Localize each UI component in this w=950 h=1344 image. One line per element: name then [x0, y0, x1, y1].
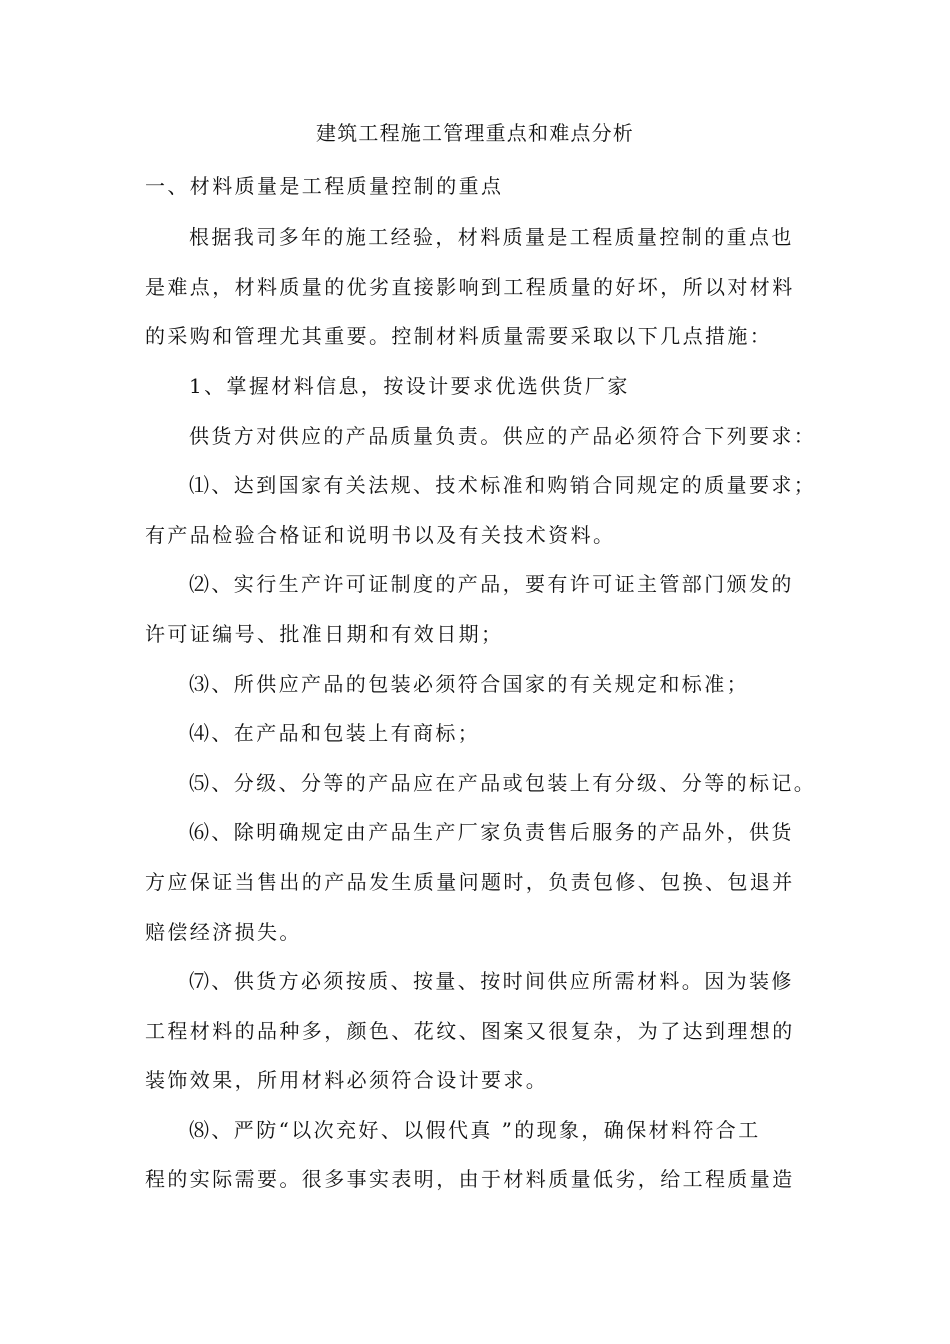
list-item-line: ⑷、在产品和包装上有商标； — [189, 721, 481, 745]
list-item-line: 工程材料的品种多，颜色、花纹、图案又很复杂，为了达到理想的 — [145, 1019, 795, 1043]
list-item-line: 装饰效果，所用材料必须符合设计要求。 — [145, 1068, 549, 1092]
list-item-line: 程的实际需要。很多事实表明，由于材料质量低劣，给工程质量造 — [145, 1167, 795, 1191]
list-item-line: ⑸、分级、分等的产品应在产品或包装上有分级、分等的标记。 — [189, 771, 817, 795]
list-item-line: 许可证编号、批准日期和有效日期； — [145, 622, 504, 646]
paragraph-line: 的采购和管理尤其重要。控制材料质量需要采取以下几点措施： — [145, 324, 773, 348]
list-item-line: ⑴、达到国家有关法规、技术标准和购销合同规定的质量要求； — [189, 473, 817, 497]
paragraph-line: 是难点，材料质量的优劣直接影响到工程质量的好坏，所以对材料 — [145, 275, 795, 299]
section-heading: 一、材料质量是工程质量控制的重点 — [145, 174, 504, 198]
list-item-line: ⑹、除明确规定由产品生产厂家负责售后服务的产品外，供货 — [189, 820, 794, 844]
document-title: 建筑工程施工管理重点和难点分析 — [316, 121, 634, 145]
list-item-line: ⑻、严防“以次充好、以假代真 ”的现象，确保材料符合工 — [189, 1118, 761, 1142]
list-item-line: 方应保证当售出的产品发生质量问题时，负责包修、包换、包退并 — [145, 870, 795, 894]
list-item-line: ⑺、供货方必须按质、按量、按时间供应所需材料。因为装修 — [189, 969, 794, 993]
list-item-line: 有产品检验合格证和说明书以及有关技术资料。 — [145, 523, 616, 547]
list-item-line: ⑵、实行生产许可证制度的产品，要有许可证主管部门颁发的 — [189, 572, 794, 596]
paragraph-line: 根据我司多年的施工经验，材料质量是工程质量控制的重点也 — [189, 225, 794, 249]
list-item-line: ⑶、所供应产品的包装必须符合国家的有关规定和标准； — [189, 672, 749, 696]
subsection-heading: 1、掌握材料信息，按设计要求优选供货厂家 — [189, 374, 630, 398]
list-item-line: 赔偿经济损失。 — [145, 920, 302, 944]
paragraph-line: 供货方对供应的产品质量负责。供应的产品必须符合下列要求： — [189, 424, 817, 448]
